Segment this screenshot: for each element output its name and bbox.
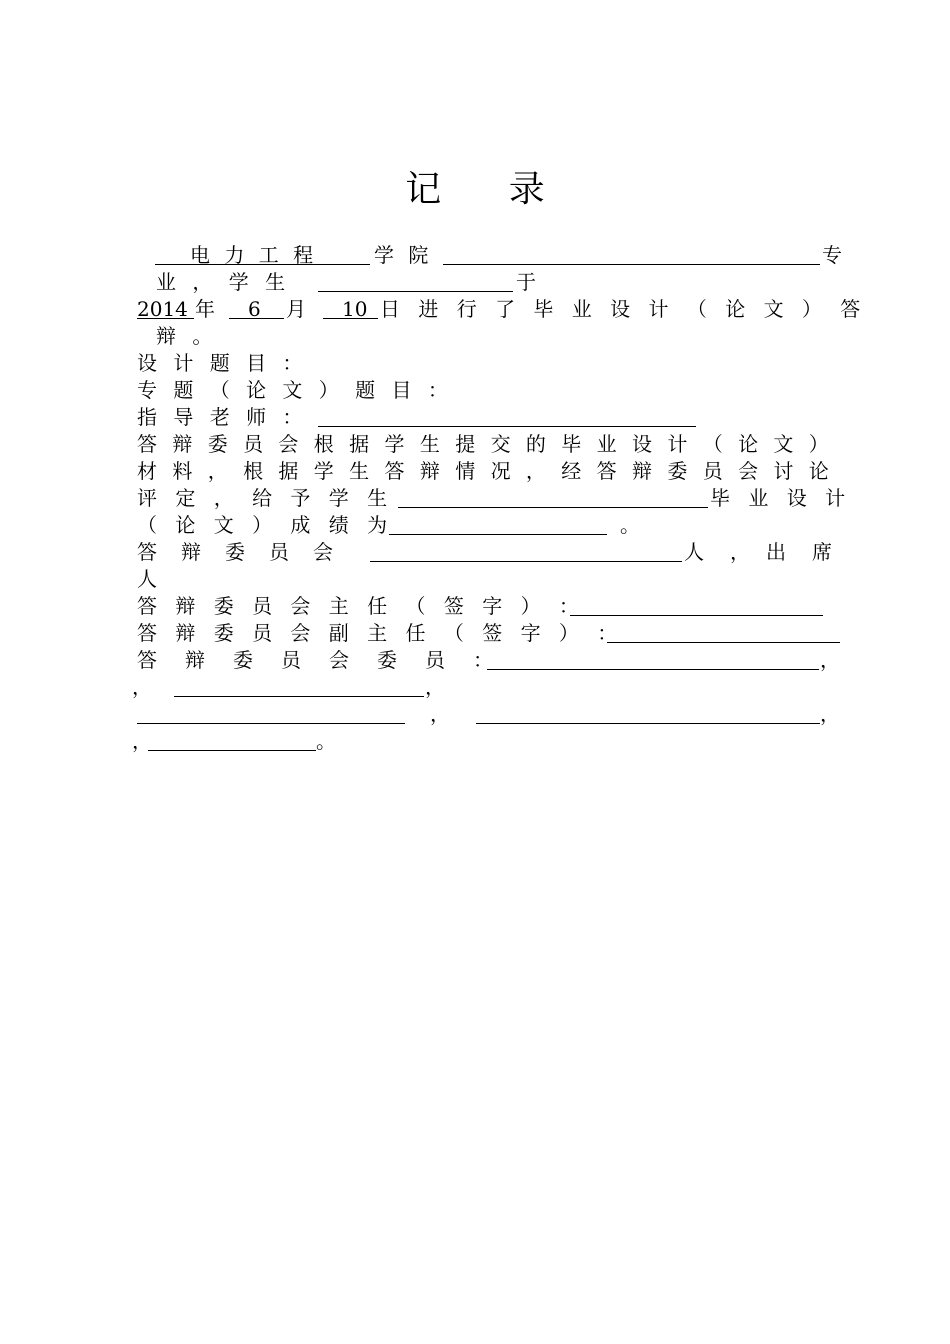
grant-design-label: 毕 业 设 计 [710,486,852,510]
thesis-topic-label: 专 题 （ 论 文 ） 题 目 ： [137,378,453,402]
year-underline [137,318,194,319]
major-blank[interactable] [443,264,820,265]
member-comma-4: ， [820,702,840,726]
major-label-end: 业 ， 学 生 [156,270,291,294]
month-label: 月 [286,297,306,321]
member-blank-5[interactable] [148,750,316,751]
defense-sentence: 日 进 行 了 毕 业 设 计 （ 论 文 ） 答 [380,297,867,321]
student-name-blank[interactable] [318,291,513,292]
member-lead-comma-2: ， [132,729,152,753]
attendance-label: 人 ， 出 席 [684,540,835,564]
member-comma-3: ， [430,702,450,726]
vice-chair-signature-label: 答 辩 委 员 会 副 主 任 （ 签 字 ） ： [137,621,624,645]
members-end: 。 [316,729,336,753]
member-comma-2: ， [425,675,445,699]
member-lead-comma: ， [132,675,152,699]
vice-chair-signature-blank[interactable] [607,642,840,643]
member-comma-1: ， [820,648,840,672]
defense-year: 2014 [137,297,188,321]
advisor-label: 指 导 老 师 ： [137,405,308,429]
attendance-unit: 人 [137,567,157,591]
chair-signature-blank[interactable] [570,615,823,616]
page-title: 记 录 [405,169,573,210]
year-label: 年 [195,297,215,321]
chair-signature-label: 答 辩 委 员 会 主 任 （ 签 字 ） ： [137,594,585,618]
member-blank-4[interactable] [476,723,820,724]
college-name: 电 力 工 程 [190,243,318,267]
committee-paragraph-line2: 材 料 ， 根 据 学 生 答 辩 情 况 ， 经 答 辩 委 员 会 讨 论 [137,459,834,483]
member-blank-3[interactable] [137,723,405,724]
committee-count-blank[interactable] [370,561,682,562]
member-blank-2[interactable] [174,696,424,697]
defense-month: 6 [248,297,261,321]
grant-student-label: 评 定 ， 给 予 学 生 [137,486,394,510]
defense-day: 10 [342,297,368,321]
college-suffix: 学 院 [374,243,433,267]
committee-count-label: 答 辩 委 员 会 [137,540,335,564]
committee-paragraph-line1: 答 辩 委 员 会 根 据 学 生 提 交 的 毕 业 设 计 （ 论 文 ） [137,432,834,456]
defense-sentence-end: 辩 。 [156,324,218,348]
member-blank-1[interactable] [487,669,819,670]
grade-label: （ 论 文 ） 成 绩 为 [137,513,394,537]
grade-blank[interactable] [389,534,607,535]
advisor-blank[interactable] [318,426,696,427]
grant-student-blank[interactable] [398,507,708,508]
design-topic-label: 设 计 题 目 ： [137,351,308,375]
members-label: 答 辩 委 员 会 委 员 ： [137,648,497,672]
major-suffix: 专 [822,243,842,267]
grade-end: 。 [620,513,640,537]
yu-label: 于 [516,270,536,294]
